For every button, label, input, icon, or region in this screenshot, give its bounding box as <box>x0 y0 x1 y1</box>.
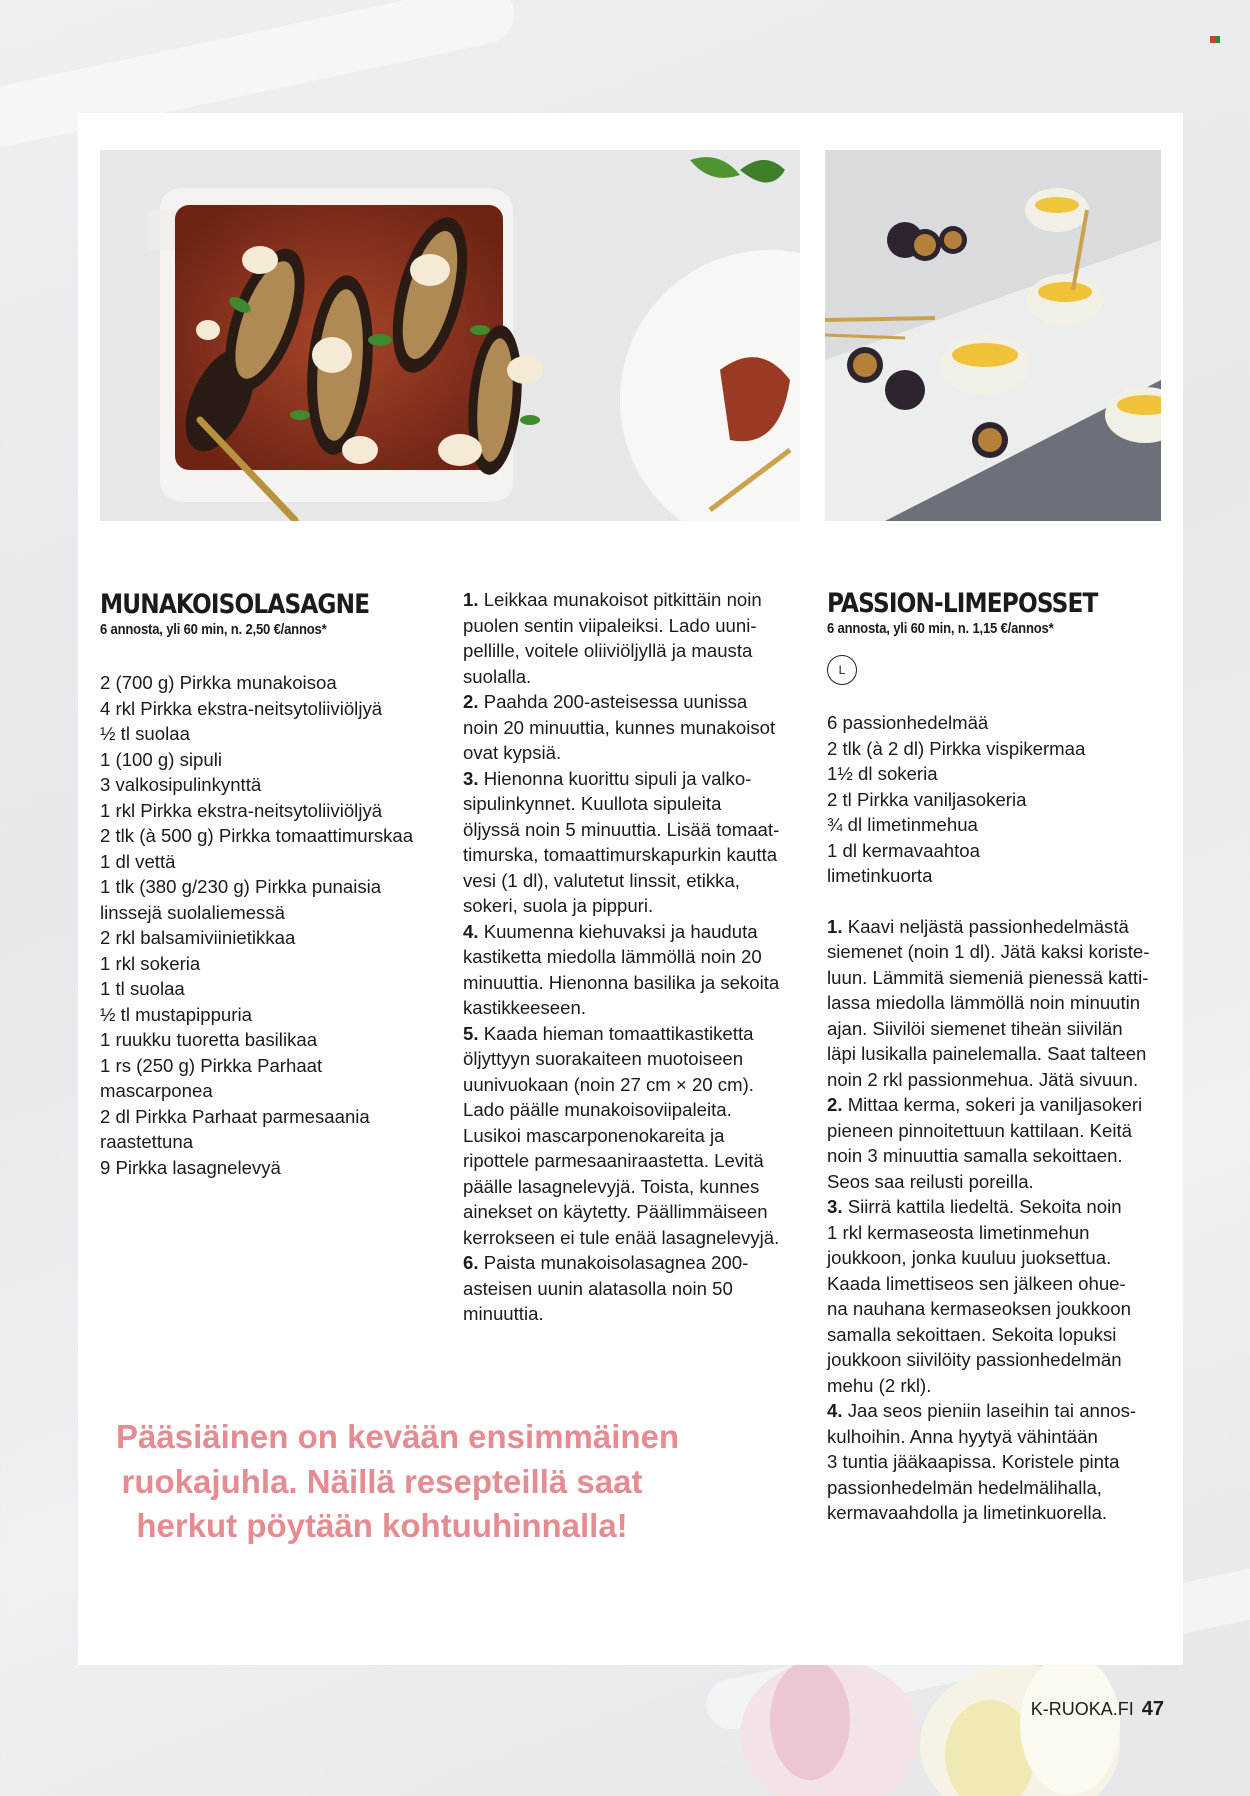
step-line <box>463 1225 793 1251</box>
step-text: mehu (2 rkl). <box>827 1374 932 1396</box>
step-line <box>463 740 793 766</box>
posset-illustration <box>825 150 1161 521</box>
tulip-decoration <box>690 1665 1210 1796</box>
step-text: 3 tuntia jääkaapissa. Koristele pinta <box>827 1451 1120 1472</box>
lasagne-steps-column <box>463 587 793 1327</box>
ingredient-line: 1 dl vettä <box>100 850 176 872</box>
step-text: lassa miedolla lämmöllä noin minuutin <box>827 992 1141 1013</box>
recipe-card <box>78 113 1183 1665</box>
step-number: 1. <box>827 915 843 937</box>
step-text: asteisen uunin alatasolla noin 50 <box>463 1277 733 1299</box>
step-number: 4. <box>463 920 479 942</box>
step-text: Paista munakoisolasagnea 200- <box>483 1252 749 1273</box>
step-text: Kaada hieman tomaattikastiketta <box>483 1022 754 1044</box>
step-text: noin 20 minuuttia, kunnes munakoisot <box>463 716 776 738</box>
lasagne-ingredient-list <box>100 670 420 1180</box>
step-line <box>463 1148 793 1174</box>
site-link[interactable]: K-RUOKA.FI <box>1030 1699 1134 1719</box>
step-line <box>827 1322 1167 1348</box>
step-line <box>463 1250 793 1276</box>
step-text: suolalla. <box>463 665 532 687</box>
step-line <box>827 1067 1167 1093</box>
ingredient-line: 1½ dl sokeria <box>827 763 938 784</box>
step-line <box>827 1041 1167 1067</box>
ingredient-line: 1 dl kermavaahtoa <box>827 839 980 861</box>
step-line <box>463 638 793 664</box>
posset-meta: 6 annosta, yli 60 min, n. 1,15 €/annos* <box>827 620 1054 637</box>
step-text: minuuttia. <box>463 1303 544 1324</box>
step-line <box>827 1143 1167 1169</box>
ingredient-line: 2 tlk (à 2 dl) Pirkka vispikermaa <box>827 737 1086 759</box>
step-line <box>463 715 793 741</box>
step-text: läpi lusikalla painelemalla. Saat talteen <box>827 1043 1147 1064</box>
step-text: uunivuokaan (noin 27 cm × 20 cm). <box>463 1073 754 1095</box>
promo-line: ruokajuhla. Näillä resepteillä saat <box>121 1462 643 1500</box>
step-line <box>827 1424 1167 1450</box>
step-line <box>827 1296 1167 1322</box>
step-text: Lado päälle munakoisoviipaleita. <box>463 1099 732 1120</box>
step-text: passionhedelmän hedelmälihalla, <box>827 1476 1102 1498</box>
ingredient-line: 1 tl suolaa <box>100 978 185 999</box>
step-text: sokeri, suola ja pippuri. <box>463 895 654 916</box>
step-text: ajan. Siivilöi siemenet tiheän siivilän <box>827 1017 1123 1039</box>
lasagne-title: MUNAKOISOLASAGNE <box>100 589 370 620</box>
step-number: 6. <box>463 1252 479 1273</box>
ingredient-line: 2 tl Pirkka vaniljasokeria <box>827 788 1027 810</box>
step-line <box>827 1245 1167 1271</box>
step-line <box>463 587 793 613</box>
ingredient-line: ½ tl suolaa <box>100 723 190 744</box>
lasagne-ingredients-column <box>100 589 420 1180</box>
step-text: 1 rkl kermaseosta limetinmehun <box>827 1221 1090 1243</box>
ingredient-line: ½ tl mustapippuria <box>100 1003 252 1025</box>
step-number: 1. <box>463 589 479 610</box>
step-text: puolen sentin viipaleiksi. Lado uuni- <box>463 614 757 636</box>
step-line <box>463 1199 793 1225</box>
lasagne-meta: 6 annosta, yli 60 min, n. 2,50 €/annos* <box>100 621 327 638</box>
ingredient-line: 2 (700 g) Pirkka munakoisoa <box>100 672 337 693</box>
promo-line: Pääsiäinen on kevään ensimmäinen <box>116 1418 680 1455</box>
posset-step-list <box>827 914 1167 1526</box>
step-text: Jaa seos pieniin laseihin tai annos- <box>847 1400 1137 1421</box>
step-text: ovat kypsiä. <box>463 742 562 763</box>
step-text: timurska, tomaattimurskapurkin kautta <box>463 844 778 865</box>
step-line <box>463 868 793 894</box>
ingredient-line: 9 Pirkka lasagnelevyä <box>100 1156 281 1178</box>
ingredient-line: 3 valkosipulinkynttä <box>100 774 262 795</box>
step-text: sipulinkynnet. Kuullota sipuleita <box>463 793 722 814</box>
ingredient-line: limetinkuorta <box>827 865 933 886</box>
step-line <box>463 1276 793 1302</box>
step-line <box>463 995 793 1021</box>
step-line <box>827 1194 1167 1220</box>
step-text: Kaavi neljästä passionhedelmästä <box>847 915 1129 937</box>
page-number: 47 <box>1141 1698 1164 1720</box>
step-text: na nauhana kermaseoksen joukkoon <box>827 1298 1131 1319</box>
step-line <box>463 766 793 792</box>
step-text: ainekset on käytetty. Päällimmäiseen <box>463 1201 768 1222</box>
step-text: Seos saa reilusti poreilla. <box>827 1170 1034 1192</box>
posset-ingredient-list <box>827 710 1167 889</box>
step-line <box>463 1301 793 1327</box>
step-line <box>827 1220 1167 1246</box>
lasagne-illustration <box>100 150 800 521</box>
ingredient-line: mascarponea <box>100 1080 213 1101</box>
step-line <box>827 1271 1167 1297</box>
step-line <box>463 842 793 868</box>
step-text: kermavaahdolla ja limetinkuorella. <box>827 1502 1108 1523</box>
step-line <box>827 1118 1167 1144</box>
ingredient-line: 1 tlk (380 g/230 g) Pirkka punaisia <box>100 876 382 897</box>
step-line <box>827 1169 1167 1195</box>
step-line <box>827 1092 1167 1118</box>
step-text: kastiketta miedolla lämmöllä noin 20 <box>463 946 762 967</box>
step-line <box>463 944 793 970</box>
step-text: Hienonna kuorittu sipuli ja valko- <box>483 767 752 789</box>
ingredient-line: 1 ruukku tuoretta basilikaa <box>100 1029 318 1050</box>
step-line <box>463 613 793 639</box>
step-text: kulhoihin. Anna hyytyä vähintään <box>827 1425 1098 1447</box>
brand-mark-icon <box>1210 36 1220 43</box>
step-text: joukkoon, jonka kuuluu juoksettua. <box>827 1247 1112 1268</box>
step-line <box>463 817 793 843</box>
step-text: öljyttyyn suorakaiteen muotoiseen <box>463 1048 744 1069</box>
posset-title: PASSION-LIMEPOSSET <box>827 588 1098 619</box>
step-line <box>827 1449 1167 1475</box>
step-text: kastikkeeseen. <box>463 997 586 1018</box>
step-line <box>463 1123 793 1149</box>
step-line <box>463 1072 793 1098</box>
promo-text <box>116 1415 680 1549</box>
ingredient-line: ¾ dl limetinmehua <box>827 814 978 835</box>
step-line <box>463 893 793 919</box>
step-text: Kuumenna kiehuvaksi ja hauduta <box>483 920 758 942</box>
step-line <box>463 1021 793 1047</box>
step-line <box>827 1373 1167 1399</box>
step-line <box>463 664 793 690</box>
step-line <box>827 1016 1167 1042</box>
step-number: 2. <box>463 691 479 712</box>
step-line <box>827 1398 1167 1424</box>
ingredient-line: 1 rkl sokeria <box>100 952 201 974</box>
step-text: Lusikoi mascarponenokareita ja <box>463 1124 725 1146</box>
step-text: vesi (1 dl), valutetut linssit, etikka, <box>463 869 740 891</box>
step-line <box>827 990 1167 1016</box>
step-line <box>463 1174 793 1200</box>
lactose-free-badge: L <box>827 655 857 685</box>
step-number: 3. <box>827 1196 843 1217</box>
step-line <box>463 689 793 715</box>
step-line <box>827 939 1167 965</box>
step-number: 4. <box>827 1400 843 1421</box>
step-line <box>463 919 793 945</box>
posset-column <box>827 588 1167 1526</box>
step-line <box>463 1046 793 1072</box>
ingredient-line: 1 (100 g) sipuli <box>100 748 222 770</box>
step-text: noin 3 minuuttia samalla sekoittaen. <box>827 1145 1123 1166</box>
lasagne-step-list <box>463 587 793 1327</box>
step-text: öljyssä noin 5 minuuttia. Lisää tomaat- <box>463 818 780 840</box>
step-text: ripottele parmesaaniraastetta. Levitä <box>463 1150 764 1171</box>
ingredient-line: 2 dl Pirkka Parhaat parmesaania <box>100 1105 370 1127</box>
step-line <box>463 970 793 996</box>
step-line <box>463 1097 793 1123</box>
step-text: Siirrä kattila liedeltä. Sekoita noin <box>847 1196 1122 1217</box>
step-line <box>463 791 793 817</box>
step-line <box>827 1347 1167 1373</box>
lasagne-photo <box>100 150 800 521</box>
step-text: pieneen pinnoitettuun kattilaan. Keitä <box>827 1119 1132 1141</box>
step-text: samalla sekoittaen. Sekoita lopuksi <box>827 1323 1117 1345</box>
ingredient-line: 1 rs (250 g) Pirkka Parhaat <box>100 1054 323 1076</box>
step-text: päälle lasagnelevyjä. Toista, kunnes <box>463 1175 760 1197</box>
ingredient-line: 2 rkl balsamiviinietikkaa <box>100 927 296 948</box>
step-line <box>827 1500 1167 1526</box>
step-line <box>827 1475 1167 1501</box>
step-number: 3. <box>463 767 479 789</box>
step-text: joukkoon siivilöity passionhedelmän <box>827 1349 1122 1370</box>
step-text: siemenet (noin 1 dl). Jätä kaksi koriste- <box>827 941 1150 962</box>
ingredient-line: raastettuna <box>100 1131 194 1152</box>
ingredient-line: 2 tlk (à 500 g) Pirkka tomaattimurskaa <box>100 825 414 846</box>
step-text: luun. Lämmitä siemeniä pienessä katti- <box>827 966 1149 988</box>
step-text: kerrokseen ei tule enää lasagnelevyjä. <box>463 1226 780 1248</box>
ingredient-line: 1 rkl Pirkka ekstra-neitsytoliiviöljyä <box>100 799 383 821</box>
ingredient-line: 4 rkl Pirkka ekstra-neitsytoliiviöljyä <box>100 697 383 719</box>
step-line <box>827 914 1167 940</box>
ingredient-line: 6 passionhedelmää <box>827 712 989 733</box>
ingredient-line: linssejä suolaliemessä <box>100 901 285 923</box>
step-text: minuuttia. Hienonna basilika ja sekoita <box>463 971 780 993</box>
step-text: Leikkaa munakoisot pitkittäin noin <box>483 589 762 610</box>
step-text: noin 2 rkl passionmehua. Jätä sivuun. <box>827 1068 1139 1090</box>
page-footer <box>1031 1698 1164 1721</box>
step-text: Kaada limettiseos sen jälkeen ohue- <box>827 1272 1126 1294</box>
promo-line: herkut pöytään kohtuuhinnalla! <box>136 1507 628 1544</box>
step-text: Paahda 200-asteisessa uunissa <box>483 691 748 712</box>
step-number: 2. <box>827 1094 843 1115</box>
step-text: Mittaa kerma, sokeri ja vaniljasokeri <box>847 1094 1143 1115</box>
posset-photo <box>825 150 1161 521</box>
step-line <box>827 965 1167 991</box>
step-number: 5. <box>463 1022 479 1044</box>
step-text: pellille, voitele oliiviöljyllä ja mausta <box>463 640 753 661</box>
